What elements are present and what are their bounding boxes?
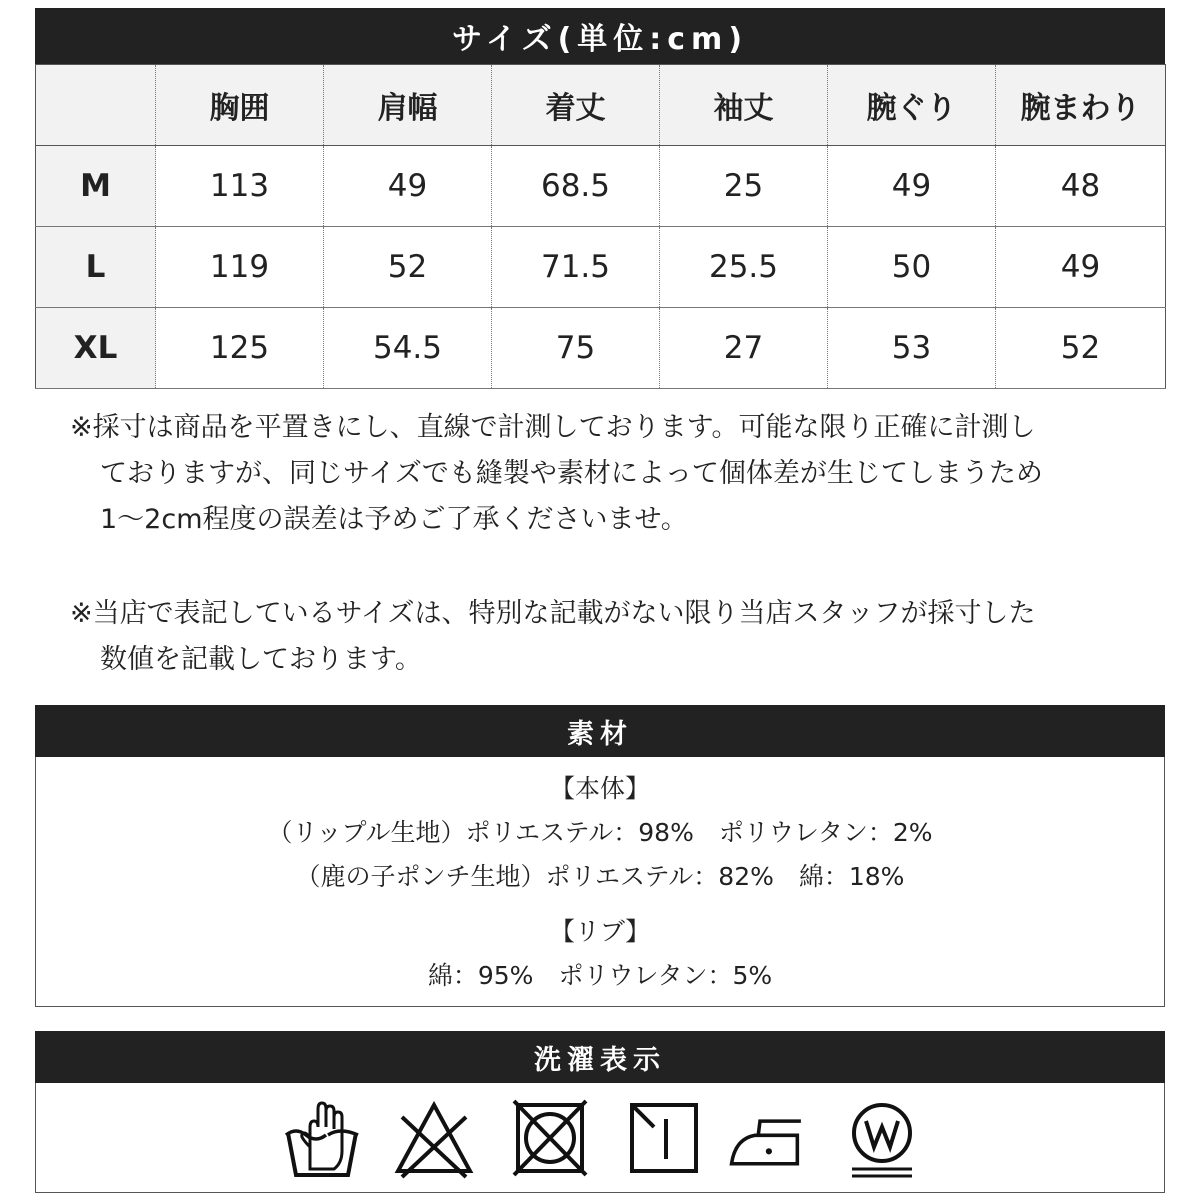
wash-symbols-box [35, 1083, 1165, 1193]
table-cell: 71.5 [492, 227, 660, 308]
table-cell: 50 [828, 227, 996, 308]
no-tumble-dry-icon [510, 1097, 590, 1179]
material-section-title: 素材 [35, 705, 1165, 757]
table-cell: 52 [324, 227, 492, 308]
material-box [35, 757, 1165, 1007]
wet-clean-icon [842, 1097, 922, 1179]
size-section-title: サイズ(単位:cm) [35, 8, 1165, 64]
table-cell: 54.5 [324, 308, 492, 389]
drip-dry-icon [624, 1097, 704, 1179]
size-label: M [36, 146, 156, 227]
note-line: 数値を記載しております。 [100, 644, 422, 675]
table-header-row [36, 65, 1166, 146]
table-cell: 75 [492, 308, 660, 389]
column-header: 着丈 [492, 65, 660, 146]
wash-section-title: 洗濯表示 [35, 1031, 1165, 1083]
table-cell: 113 [156, 146, 324, 227]
column-header: 袖丈 [660, 65, 828, 146]
column-header: 肩幅 [324, 65, 492, 146]
iron-low-icon [728, 1097, 808, 1179]
table-cell: 52 [996, 308, 1166, 389]
table-cell: 49 [324, 146, 492, 227]
size-label: XL [36, 308, 156, 389]
table-row [36, 146, 1166, 227]
material-heading-body: 【本体】 [549, 774, 650, 803]
material-line: 綿：95% ポリウレタン：5% [427, 961, 773, 990]
size-table [35, 64, 1166, 389]
material-line: （リップル生地）ポリエステル：98% ポリウレタン：2% [267, 818, 933, 847]
table-cell: 49 [828, 146, 996, 227]
size-label: L [36, 227, 156, 308]
measurement-note [70, 405, 1140, 543]
material-heading-rib: 【リブ】 [549, 917, 651, 946]
hand-wash-icon [282, 1097, 362, 1179]
size-note [70, 591, 1140, 683]
table-cell: 48 [996, 146, 1166, 227]
table-cell: 25 [660, 146, 828, 227]
table-cell: 53 [828, 308, 996, 389]
note-line: ておりますが、同じサイズでも縫製や素材によって個体差が生じてしまうため [100, 458, 1043, 489]
table-corner-cell [36, 65, 156, 146]
table-cell: 25.5 [660, 227, 828, 308]
no-bleach-icon [394, 1097, 474, 1179]
material-line: （鹿の子ポンチ生地）ポリエステル：82% 綿：18% [295, 862, 905, 891]
note-line: ※採寸は商品を平置きにし、直線で計測しております。可能な限り正確に計測し [70, 412, 1036, 443]
table-row [36, 227, 1166, 308]
note-line: ※当店で表記しているサイズは、特別な記載がない限り当店スタッフが採寸した [70, 598, 1036, 629]
table-cell: 68.5 [492, 146, 660, 227]
table-cell: 27 [660, 308, 828, 389]
note-line: 1～2cm程度の誤差は予めご了承くださいませ。 [100, 504, 688, 535]
table-cell: 119 [156, 227, 324, 308]
table-row [36, 308, 1166, 389]
table-cell: 49 [996, 227, 1166, 308]
column-header: 腕まわり [996, 65, 1166, 146]
column-header: 腕ぐり [828, 65, 996, 146]
table-cell: 125 [156, 308, 324, 389]
column-header: 胸囲 [156, 65, 324, 146]
